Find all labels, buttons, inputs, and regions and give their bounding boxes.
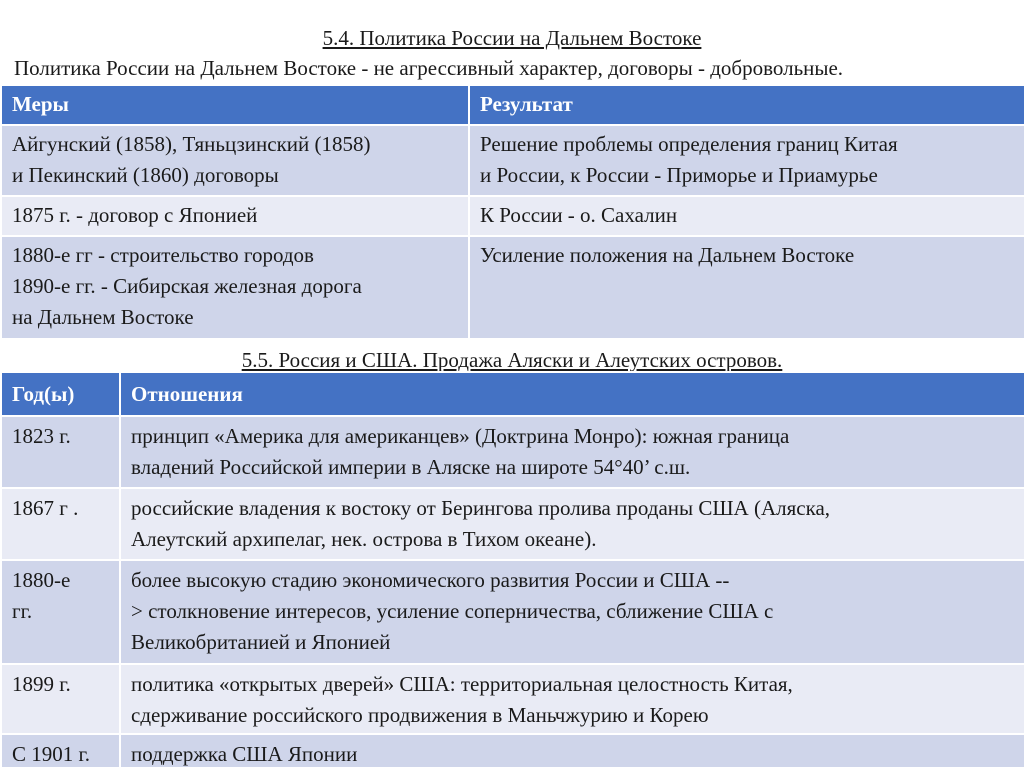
- relation-cell: [120, 560, 1024, 664]
- cell-line: Алеутский архипелаг, нек. острова в Тихом океане).: [131, 527, 597, 551]
- cell-line: 1880-е: [12, 568, 71, 592]
- table-row: [1, 416, 1024, 488]
- cell-line: Айгунский (1858), Тяньцзинский (1858): [12, 132, 371, 156]
- cell-line: 1880-е гг - строительство городов: [12, 243, 314, 267]
- cell-line: сдерживание российского продвижения в Маньчжурию и Корею: [131, 703, 709, 727]
- column-header-relations: Отношения: [120, 372, 1024, 416]
- cell-line: 1899 г.: [12, 672, 71, 696]
- year-cell: [1, 488, 120, 560]
- column-header-measures: Меры: [1, 85, 469, 125]
- section-subtitle-far-east: Политика России на Дальнем Востоке - не агрессивный характер, договоры - добровольные.: [14, 56, 844, 80]
- cell-line: Решение проблемы определения границ Китая: [480, 132, 898, 156]
- relation-cell: [120, 734, 1024, 767]
- russia-usa-table: [0, 371, 1024, 767]
- table-row: [1, 734, 1024, 767]
- result-cell: [469, 196, 1024, 236]
- cell-line: более высокую стадию экономического развития России и США --: [131, 568, 730, 592]
- far-east-policy-table: [0, 84, 1024, 340]
- table-row: [1, 664, 1024, 734]
- cell-line: поддержка США Японии: [131, 742, 358, 766]
- table-row: [1, 236, 1024, 339]
- measure-cell: [1, 236, 469, 339]
- relation-cell: [120, 488, 1024, 560]
- table-row: [1, 560, 1024, 664]
- table-header-row: [1, 372, 1024, 416]
- cell-line: 1875 г. - договор с Японией: [12, 203, 258, 227]
- relation-cell: [120, 664, 1024, 734]
- cell-line: С 1901 г.: [12, 742, 91, 766]
- year-cell: [1, 560, 120, 664]
- section-title-far-east: 5.4. Политика России на Дальнем Востоке: [322, 26, 702, 50]
- result-cell: [469, 236, 1024, 339]
- cell-line: гг.: [12, 599, 33, 623]
- cell-line: принцип «Америка для американцев» (Доктрина Монро): южная граница: [131, 424, 790, 448]
- section-title-russia-usa: 5.5. Россия и США. Продажа Аляски и Алеутских островов.: [241, 348, 783, 372]
- cell-line: политика «открытых дверей» США: территориальная целостность Китая,: [131, 672, 793, 696]
- cell-line: Великобританией и Японией: [131, 630, 391, 654]
- cell-line: и России, к России - Приморье и Приамурье: [480, 163, 878, 187]
- cell-line: К России - о. Сахалин: [480, 203, 678, 227]
- column-header-result: Результат: [469, 85, 1024, 125]
- relation-cell: [120, 416, 1024, 488]
- cell-line: российские владения к востоку от Берингова пролива проданы США (Аляска,: [131, 496, 831, 520]
- year-cell: [1, 664, 120, 734]
- cell-line: 1823 г.: [12, 424, 71, 448]
- cell-line: и Пекинский (1860) договоры: [12, 163, 279, 187]
- cell-line: на Дальнем Востоке: [12, 305, 194, 329]
- table-row: [1, 488, 1024, 560]
- cell-line: 1867 г .: [12, 496, 79, 520]
- measure-cell: [1, 125, 469, 196]
- table-header-row: [1, 85, 1024, 125]
- table-row: [1, 196, 1024, 236]
- year-cell: [1, 734, 120, 767]
- measure-cell: [1, 196, 469, 236]
- table-row: [1, 125, 1024, 196]
- year-cell: [1, 416, 120, 488]
- cell-line: > столкновение интересов, усиление соперничества, сближение США с: [131, 599, 774, 623]
- cell-line: Усиление положения на Дальнем Востоке: [480, 243, 855, 267]
- column-header-years: Год(ы): [1, 372, 120, 416]
- cell-line: 1890-е гг. - Сибирская железная дорога: [12, 274, 362, 298]
- result-cell: [469, 125, 1024, 196]
- cell-line: владений Российской империи в Аляске на широте 54°40’ с.ш.: [131, 455, 691, 479]
